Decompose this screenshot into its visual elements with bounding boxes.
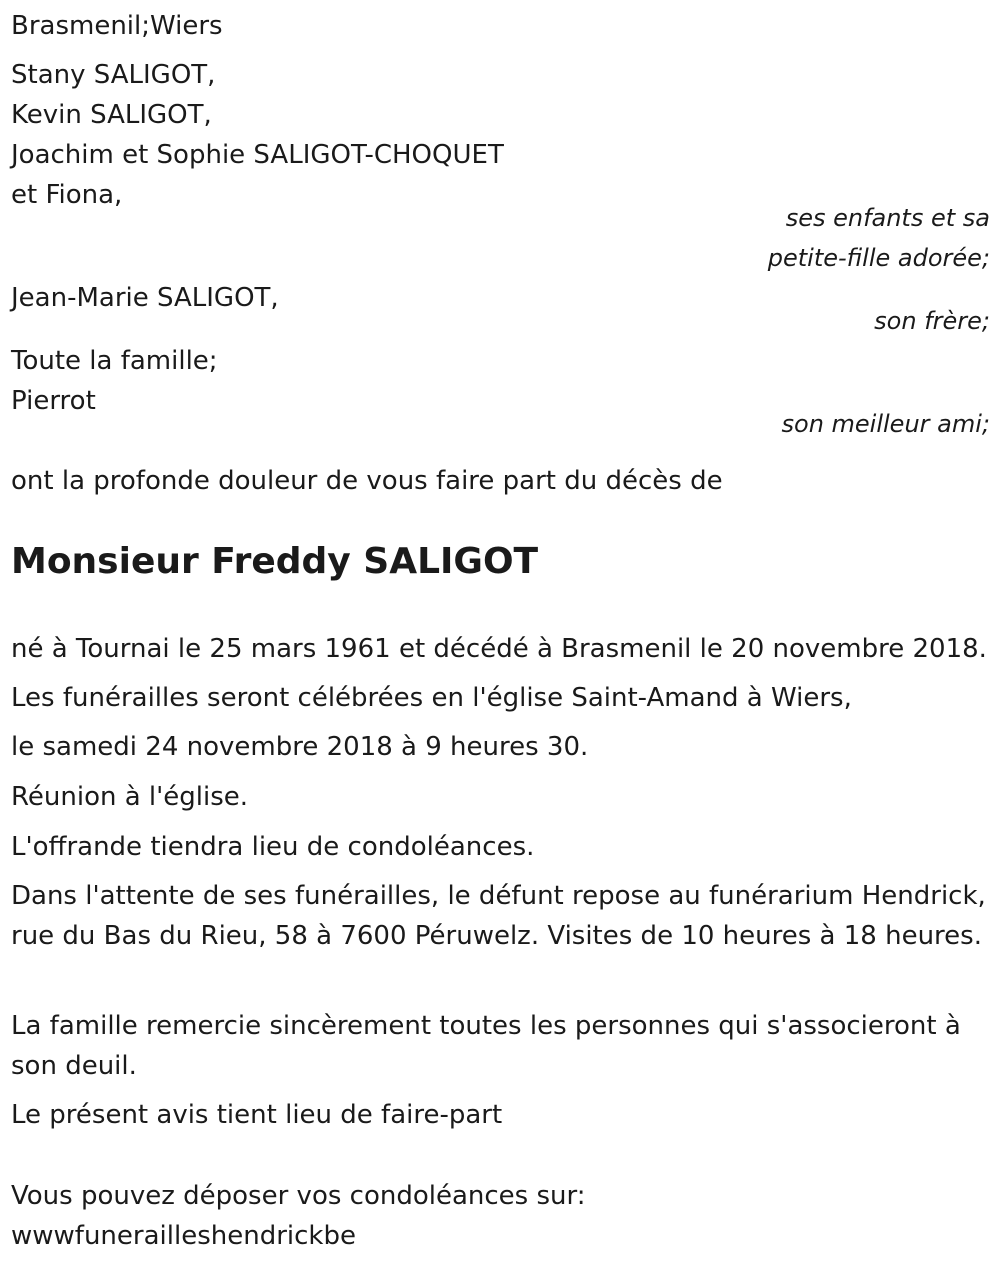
condolences-label: Vous pouvez déposer vos condoléances sur: [11, 1181, 586, 1211]
children-role-line-2: petite-fille adorée; [767, 244, 990, 272]
meeting-note: Réunion à l'église. [11, 782, 249, 812]
brother-role: son frère; [874, 307, 990, 335]
funeral-place: Les funérailles seront célébrées en l'église Saint-Amand à Wiers, [11, 683, 852, 713]
children-role-line-1: ses enfants et sa [785, 204, 990, 232]
location-header: Brasmenil;Wiers [11, 11, 223, 41]
child-name-3: Joachim et Sophie SALIGOT-CHOQUET [11, 140, 504, 170]
notice-line: Le présent avis tient lieu de faire-part [11, 1100, 503, 1130]
family-line: Toute la famille; [11, 346, 218, 376]
thanks-note: La famille remercie sincèrement toutes les personnes qui s'associeront à son deuil. [11, 1011, 961, 1081]
friend-name: Pierrot [11, 386, 96, 416]
funerarium-info: Dans l'attente de ses funérailles, le défunt repose au funérarium Hendrick, rue du Bas du Rieu, 58 à 7600 Péruwelz. Visites de 10 heures à 18 heures. [11, 881, 986, 951]
brother-name: Jean-Marie SALIGOT, [11, 283, 279, 313]
child-name-1: Stany SALIGOT, [11, 60, 216, 90]
granddaughter-name: et Fiona, [11, 180, 123, 210]
announcement-intro: ont la profonde douleur de vous faire part du décès de [11, 466, 723, 496]
offering-note: L'offrande tiendra lieu de condoléances. [11, 832, 535, 862]
deceased-name: Monsieur Freddy SALIGOT [11, 541, 539, 582]
condolences-website[interactable]: wwwfunerailleshendrickbe [11, 1221, 356, 1251]
funeral-date: le samedi 24 novembre 2018 à 9 heures 30. [11, 732, 589, 762]
birth-death-line: né à Tournai le 25 mars 1961 et décédé à Brasmenil le 20 novembre 2018. [11, 634, 987, 664]
friend-role: son meilleur ami; [781, 410, 990, 438]
child-name-2: Kevin SALIGOT, [11, 100, 212, 130]
